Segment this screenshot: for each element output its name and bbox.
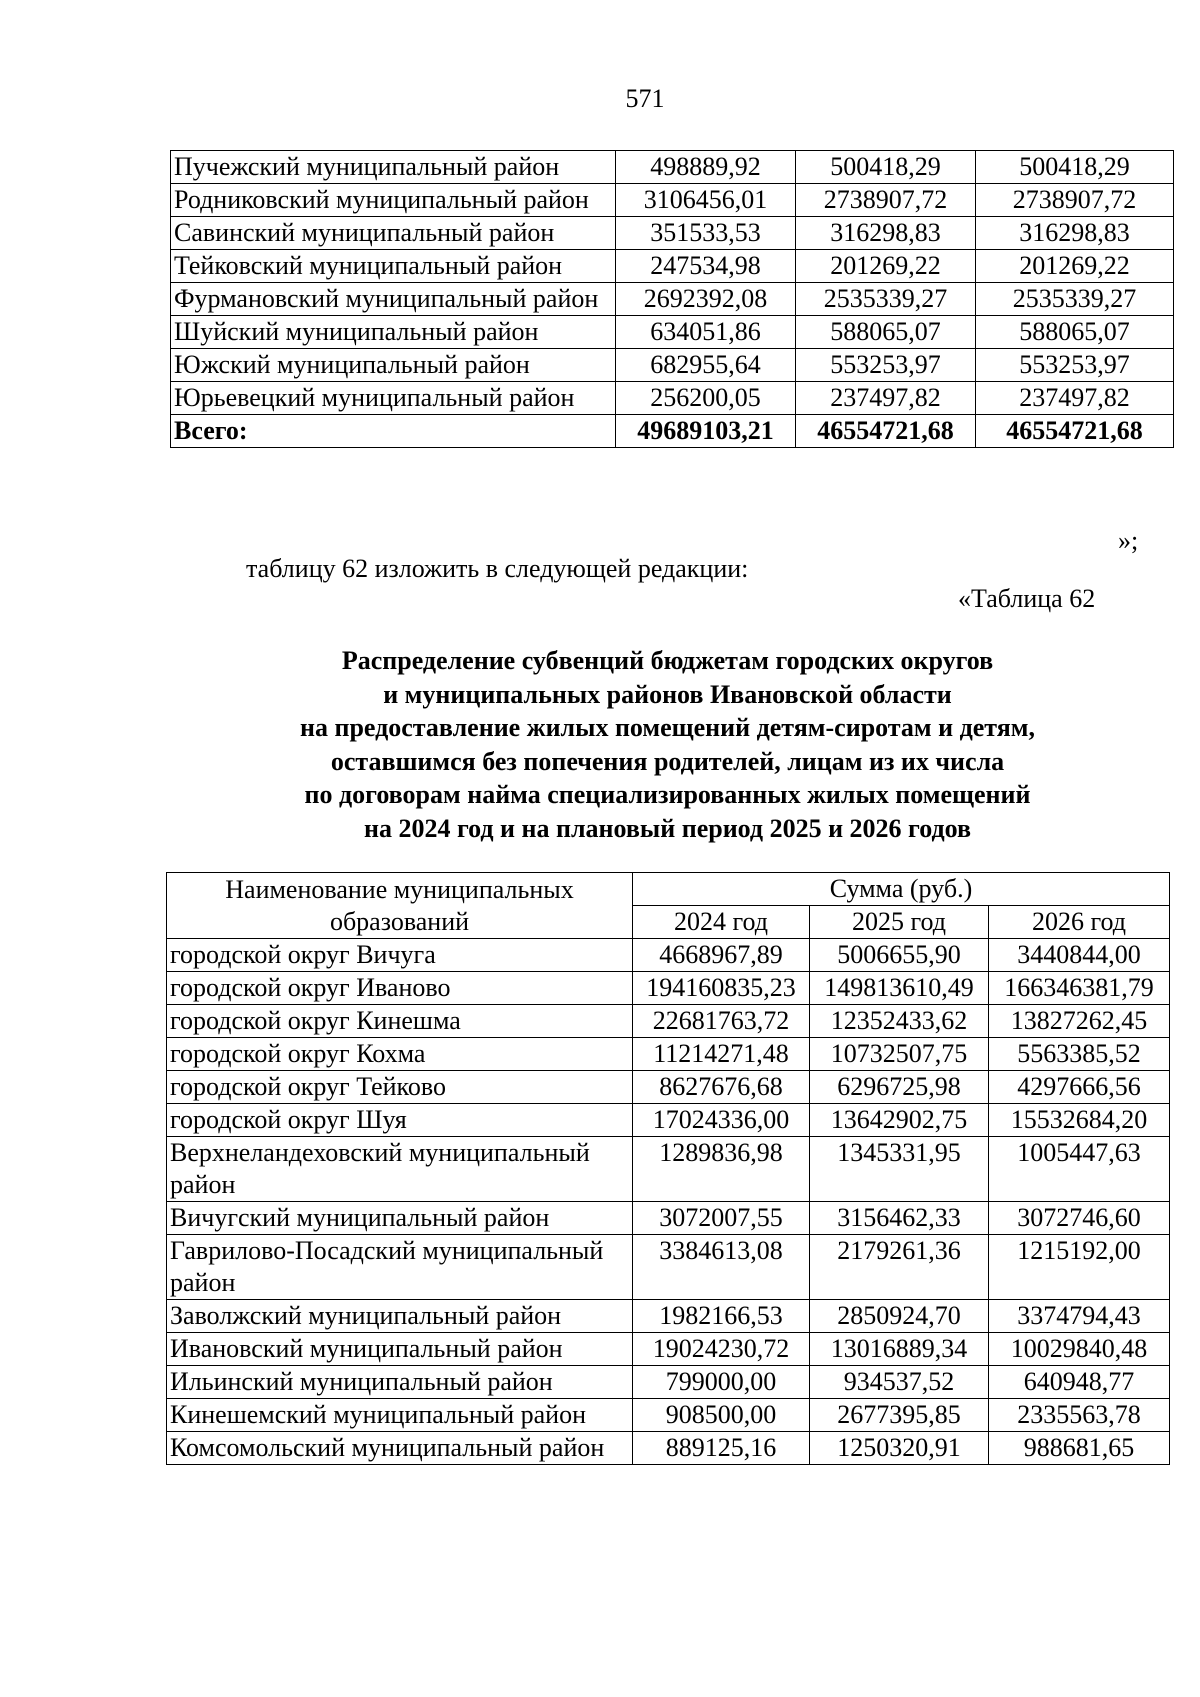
title-line: на предоставление жилых помещений детям-сиротам и детям, xyxy=(300,713,1035,742)
table-row xyxy=(167,1202,1170,1235)
table-label: «Таблица 62 xyxy=(958,584,1096,613)
value-2025: 2179261,36 xyxy=(810,1235,989,1300)
value-2024: 247534,98 xyxy=(616,250,796,283)
value-2024: 17024336,00 xyxy=(633,1104,810,1137)
value-2026: 640948,77 xyxy=(989,1366,1170,1399)
table-row xyxy=(167,1235,1170,1300)
value-2026: 3374794,43 xyxy=(989,1300,1170,1333)
instruction-text: таблицу 62 изложить в следующей редакции: xyxy=(246,554,749,583)
value-2024: 682955,64 xyxy=(616,349,796,382)
value-2025: 2850924,70 xyxy=(810,1300,989,1333)
value-2026: 4297666,56 xyxy=(989,1071,1170,1104)
value-2026: 316298,83 xyxy=(976,217,1174,250)
table-row xyxy=(171,316,1174,349)
table-row xyxy=(167,1366,1170,1399)
value-2026: 588065,07 xyxy=(976,316,1174,349)
row-name: Гаврилово-Посадский муниципальный район xyxy=(167,1235,633,1300)
row-name: Савинский муниципальный район xyxy=(171,217,616,250)
row-name: городской округ Тейково xyxy=(167,1071,633,1104)
value-2024: 11214271,48 xyxy=(633,1038,810,1071)
table-title xyxy=(166,644,1169,845)
value-2025: 500418,29 xyxy=(796,151,976,184)
header-2026: 2026 год xyxy=(989,906,1170,939)
value-2026: 2738907,72 xyxy=(976,184,1174,217)
table-row xyxy=(167,1432,1170,1465)
total-2024: 49689103,21 xyxy=(616,415,796,448)
value-2025: 237497,82 xyxy=(796,382,976,415)
table-row xyxy=(167,1300,1170,1333)
value-2025: 149813610,49 xyxy=(810,972,989,1005)
table-62 xyxy=(166,872,1170,1465)
row-name: Родниковский муниципальный район xyxy=(171,184,616,217)
header-row xyxy=(167,873,1170,906)
value-2026: 500418,29 xyxy=(976,151,1174,184)
value-2026: 988681,65 xyxy=(989,1432,1170,1465)
value-2025: 553253,97 xyxy=(796,349,976,382)
row-name: Комсомольский муниципальный район xyxy=(167,1432,633,1465)
page-number: 571 xyxy=(625,84,665,113)
value-2024: 3384613,08 xyxy=(633,1235,810,1300)
value-2024: 1289836,98 xyxy=(633,1137,810,1202)
value-2026: 1215192,00 xyxy=(989,1235,1170,1300)
table-row xyxy=(167,1137,1170,1202)
row-name: городской округ Кинешма xyxy=(167,1005,633,1038)
row-name: Шуйский муниципальный район xyxy=(171,316,616,349)
value-2025: 12352433,62 xyxy=(810,1005,989,1038)
value-2024: 498889,92 xyxy=(616,151,796,184)
closing-quote: »; xyxy=(1118,526,1139,555)
table-row xyxy=(167,939,1170,972)
row-name: Тейковский муниципальный район xyxy=(171,250,616,283)
row-name: городской округ Иваново xyxy=(167,972,633,1005)
value-2026: 3072746,60 xyxy=(989,1202,1170,1235)
table-row xyxy=(167,1005,1170,1038)
row-name: Верхнеландеховский муниципальный район xyxy=(167,1137,633,1202)
row-name: городской округ Кохма xyxy=(167,1038,633,1071)
row-name: городской округ Шуя xyxy=(167,1104,633,1137)
value-2024: 3072007,55 xyxy=(633,1202,810,1235)
title-line: и муниципальных районов Ивановской области xyxy=(383,679,952,709)
row-name: Заволжский муниципальный район xyxy=(167,1300,633,1333)
value-2024: 1982166,53 xyxy=(633,1300,810,1333)
row-name: Ивановский муниципальный район xyxy=(167,1333,633,1366)
value-2025: 2535339,27 xyxy=(796,283,976,316)
value-2026: 15532684,20 xyxy=(989,1104,1170,1137)
table-row xyxy=(167,1071,1170,1104)
value-2025: 13016889,34 xyxy=(810,1333,989,1366)
value-2026: 2535339,27 xyxy=(976,283,1174,316)
table-row xyxy=(171,250,1174,283)
value-2024: 8627676,68 xyxy=(633,1071,810,1104)
table-row xyxy=(167,1399,1170,1432)
value-2026: 5563385,52 xyxy=(989,1038,1170,1071)
table-row xyxy=(171,283,1174,316)
value-2025: 934537,52 xyxy=(810,1366,989,1399)
value-2025: 201269,22 xyxy=(796,250,976,283)
header-name: Наименование муниципальных образований xyxy=(167,873,633,939)
row-name: Кинешемский муниципальный район xyxy=(167,1399,633,1432)
value-2026: 3440844,00 xyxy=(989,939,1170,972)
value-2026: 166346381,79 xyxy=(989,972,1170,1005)
title-line: оставшимся без попечения родителей, лицам из их числа xyxy=(330,746,1005,776)
value-2024: 19024230,72 xyxy=(633,1333,810,1366)
value-2024: 908500,00 xyxy=(633,1399,810,1432)
value-2024: 634051,86 xyxy=(616,316,796,349)
value-2025: 13642902,75 xyxy=(810,1104,989,1137)
title-line: по договорам найма специализированных жилых помещений xyxy=(304,780,1031,809)
value-2025: 5006655,90 xyxy=(810,939,989,972)
row-name: Пучежский муниципальный район xyxy=(171,151,616,184)
value-2026: 1005447,63 xyxy=(989,1137,1170,1202)
value-2026: 10029840,48 xyxy=(989,1333,1170,1366)
table-row xyxy=(171,382,1174,415)
value-2026: 2335563,78 xyxy=(989,1399,1170,1432)
value-2024: 22681763,72 xyxy=(633,1005,810,1038)
value-2024: 256200,05 xyxy=(616,382,796,415)
value-2024: 799000,00 xyxy=(633,1366,810,1399)
value-2024: 2692392,08 xyxy=(616,283,796,316)
value-2025: 588065,07 xyxy=(796,316,976,349)
value-2025: 1250320,91 xyxy=(810,1432,989,1465)
total-2026: 46554721,68 xyxy=(976,415,1174,448)
value-2026: 13827262,45 xyxy=(989,1005,1170,1038)
header-sum: Сумма (руб.) xyxy=(633,873,1170,906)
value-2024: 889125,16 xyxy=(633,1432,810,1465)
table-row xyxy=(167,972,1170,1005)
total-2025: 46554721,68 xyxy=(796,415,976,448)
table-previous-continued xyxy=(170,150,1174,448)
table-row xyxy=(167,1038,1170,1071)
header-2024: 2024 год xyxy=(633,906,810,939)
table-row xyxy=(171,151,1174,184)
value-2025: 10732507,75 xyxy=(810,1038,989,1071)
table-row xyxy=(171,217,1174,250)
value-2026: 553253,97 xyxy=(976,349,1174,382)
value-2025: 3156462,33 xyxy=(810,1202,989,1235)
row-name: Ильинский муниципальный район xyxy=(167,1366,633,1399)
table-row xyxy=(171,349,1174,382)
value-2024: 4668967,89 xyxy=(633,939,810,972)
value-2025: 2677395,85 xyxy=(810,1399,989,1432)
table-row xyxy=(167,1104,1170,1137)
value-2025: 316298,83 xyxy=(796,217,976,250)
total-label: Всего: xyxy=(171,415,616,448)
total-row xyxy=(171,415,1174,448)
value-2025: 6296725,98 xyxy=(810,1071,989,1104)
value-2026: 201269,22 xyxy=(976,250,1174,283)
value-2024: 351533,53 xyxy=(616,217,796,250)
row-name: городской округ Вичуга xyxy=(167,939,633,972)
header-2025: 2025 год xyxy=(810,906,989,939)
value-2025: 1345331,95 xyxy=(810,1137,989,1202)
row-name: Южский муниципальный район xyxy=(171,349,616,382)
title-line: Распределение субвенций бюджетам городских округов xyxy=(341,646,994,675)
value-2024: 3106456,01 xyxy=(616,184,796,217)
value-2025: 2738907,72 xyxy=(796,184,976,217)
table-row xyxy=(171,184,1174,217)
row-name: Юрьевецкий муниципальный район xyxy=(171,382,616,415)
table-row xyxy=(167,1333,1170,1366)
row-name: Фурмановский муниципальный район xyxy=(171,283,616,316)
value-2024: 194160835,23 xyxy=(633,972,810,1005)
row-name: Вичугский муниципальный район xyxy=(167,1202,633,1235)
title-line: на 2024 год и на плановый период 2025 и 2026 годов xyxy=(363,813,972,843)
value-2026: 237497,82 xyxy=(976,382,1174,415)
